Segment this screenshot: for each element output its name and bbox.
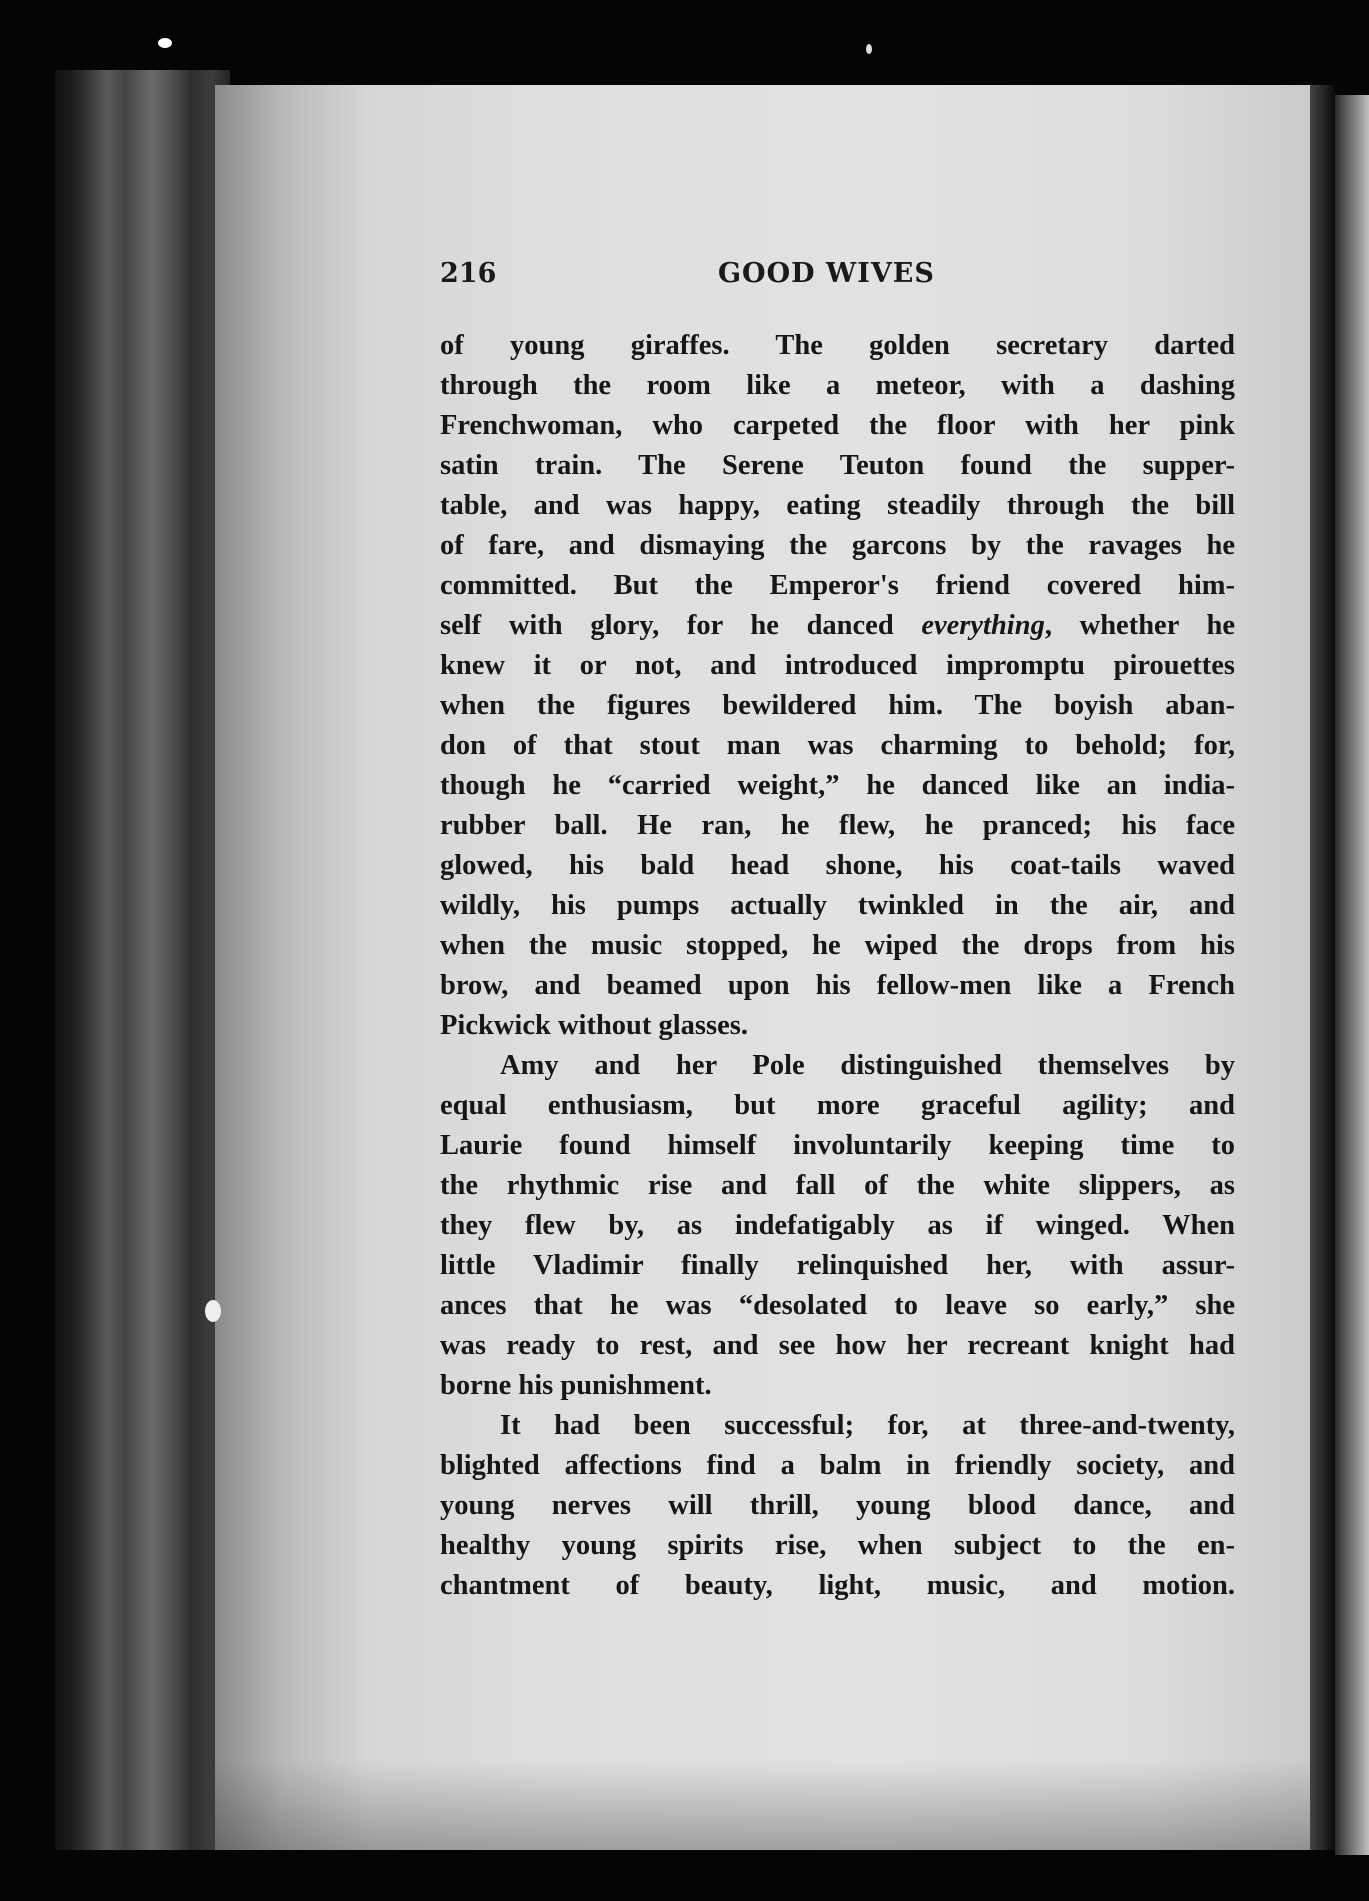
text-line: wildly, his pumps actually twinkled in the air, and — [440, 890, 1235, 921]
text-line: when the figures bewildered him. The boyish aban- — [440, 690, 1235, 721]
text-line: when the music stopped, he wiped the drops from his — [440, 930, 1235, 961]
text-line: Amy and her Pole distinguished themselves by — [500, 1050, 1235, 1081]
text-line: Frenchwoman, who carpeted the floor with her pink — [440, 410, 1235, 441]
running-head: GOOD WIVES — [718, 258, 935, 289]
text-line: blighted affections find a balm in friendly society, and — [440, 1450, 1235, 1481]
text-line: young nerves will thrill, young blood dance, and — [440, 1490, 1235, 1521]
page-header — [440, 258, 1240, 298]
paragraph-2 — [440, 1046, 1235, 1406]
paragraph-3 — [440, 1406, 1235, 1606]
text-line: self with glory, for he danced everything, whether he — [440, 610, 1235, 641]
text-line: don of that stout man was charming to behold; for, — [440, 730, 1235, 761]
text-line: Laurie found himself involuntarily keeping time to — [440, 1130, 1235, 1161]
text-line: little Vladimir finally relinquished her, with assur- — [440, 1250, 1235, 1281]
body-text — [440, 326, 1235, 1606]
text-line: table, and was happy, eating steadily through the bill — [440, 490, 1235, 521]
book-gutter — [1310, 85, 1335, 1850]
text-line: of young giraffes. The golden secretary darted — [440, 330, 1235, 361]
text-line: rubber ball. He ran, he flew, he pranced; his face — [440, 810, 1235, 841]
text-line: through the room like a meteor, with a dashing — [440, 370, 1235, 401]
page-bottom-shadow — [215, 1760, 1320, 1850]
text-line: borne his punishment. — [440, 1370, 712, 1401]
text-line: glowed, his bald head shone, his coat-tails waved — [440, 850, 1235, 881]
text-line: of fare, and dismaying the garcons by the ravages he — [440, 530, 1235, 561]
text-line: knew it or not, and introduced impromptu pirouettes — [440, 650, 1235, 681]
text-line: Pickwick without glasses. — [440, 1010, 748, 1041]
text-line: healthy young spirits rise, when subject to the en- — [440, 1530, 1235, 1561]
book-page-edges — [55, 70, 230, 1850]
page-number: 216 — [440, 258, 497, 289]
text-line: though he “carried weight,” he danced like an india- — [440, 770, 1235, 801]
text-line: the rhythmic rise and fall of the white slippers, as — [440, 1170, 1235, 1201]
text-line: satin train. The Serene Teuton found the supper- — [440, 450, 1235, 481]
text-line: chantment of beauty, light, music, and motion. — [440, 1570, 1235, 1601]
scan-speck — [158, 38, 172, 48]
text-line: ances that he was “desolated to leave so early,” she — [440, 1290, 1235, 1321]
paragraph-1 — [440, 326, 1235, 1046]
text-line: committed. But the Emperor's friend covered him- — [440, 570, 1235, 601]
text-line: brow, and beamed upon his fellow-men like a French — [440, 970, 1235, 1001]
scan-speck — [866, 44, 872, 54]
text-line: was ready to rest, and see how her recreant knight had — [440, 1330, 1235, 1361]
facing-page-edge — [1335, 95, 1369, 1855]
text-line: equal enthusiasm, but more graceful agility; and — [440, 1090, 1235, 1121]
scan-speck — [205, 1300, 221, 1322]
text-line: It had been successful; for, at three-and-twenty, — [500, 1410, 1235, 1441]
text-line: they flew by, as indefatigably as if winged. When — [440, 1210, 1235, 1241]
